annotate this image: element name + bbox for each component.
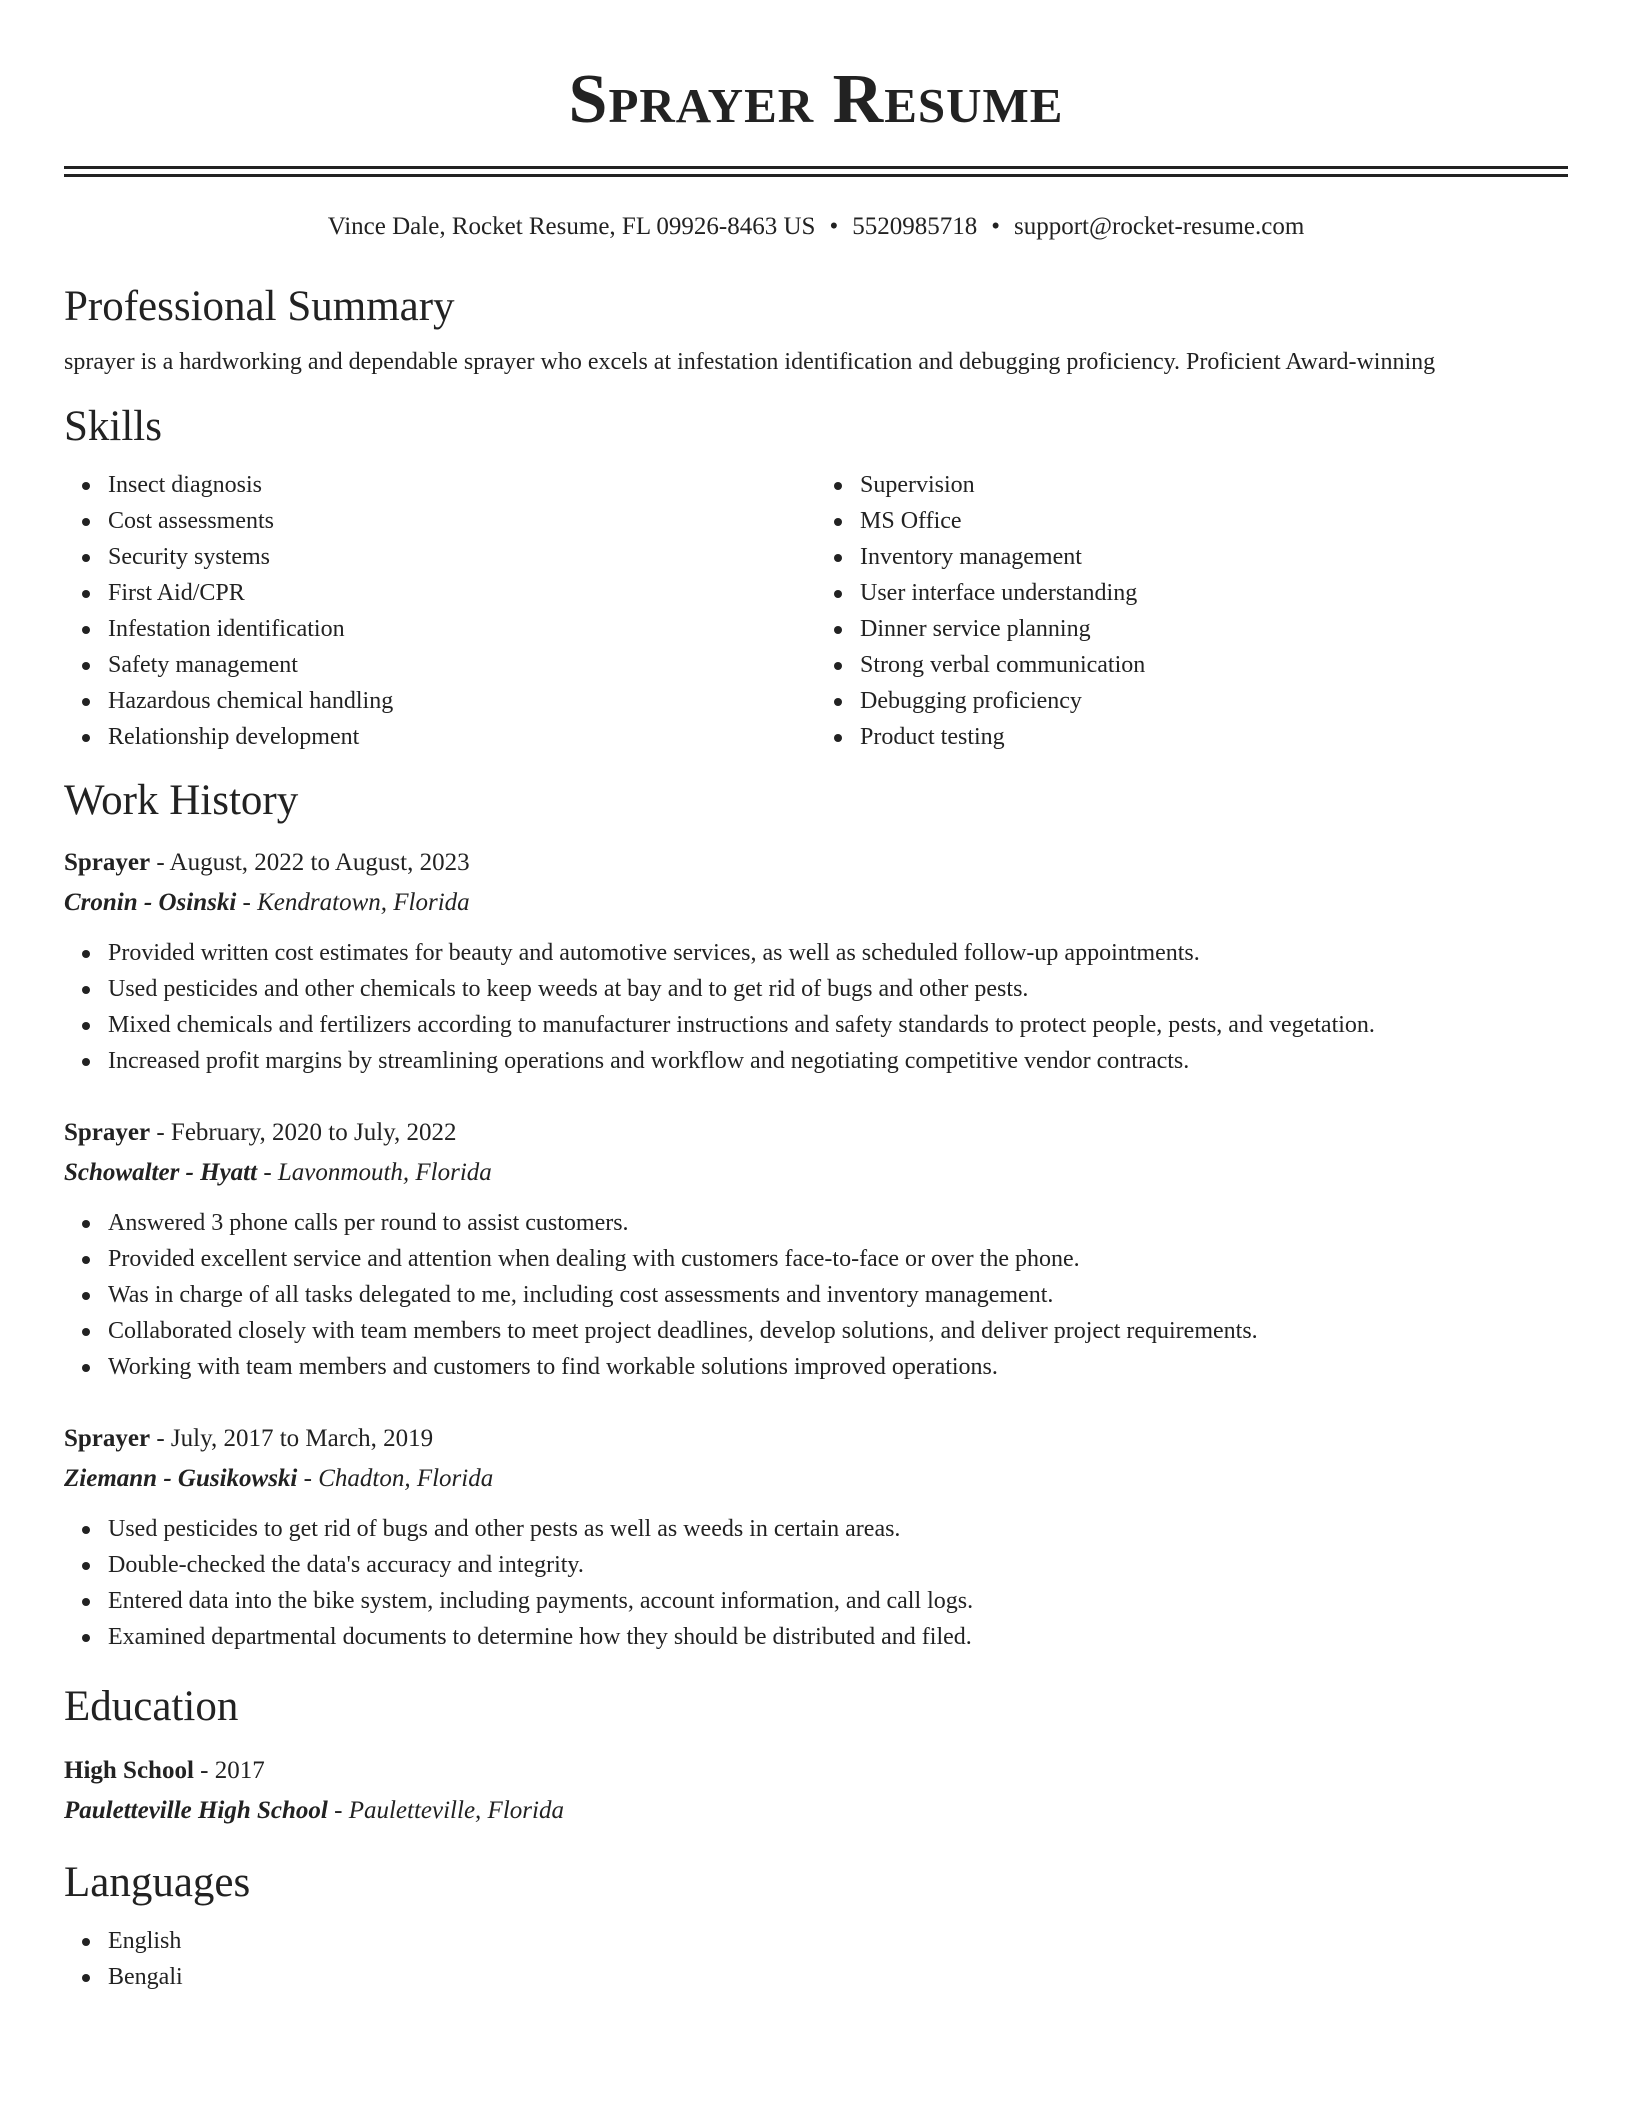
job-location: - Chadton, Florida: [297, 1465, 494, 1492]
skill-item: Security systems: [108, 539, 816, 575]
job-dates: - August, 2022 to August, 2023: [150, 849, 470, 876]
skill-item: Relationship development: [108, 719, 816, 755]
skills-left-list: [64, 467, 816, 755]
summary-heading: Professional Summary: [64, 283, 455, 330]
education-heading: Education: [64, 1683, 239, 1730]
job-bullets: [64, 935, 1568, 1079]
job-bullets: [64, 1511, 1568, 1655]
job-entry: [64, 843, 1568, 1079]
education-location: - Pauletteville, Florida: [327, 1797, 564, 1824]
skill-item: Debugging proficiency: [860, 683, 1568, 719]
job-bullet: Increased profit margins by streamlining operations and workflow and negotiating competitive vendor contracts.: [108, 1043, 1568, 1079]
skills-heading: Skills: [64, 403, 162, 450]
skill-item: Strong verbal communication: [860, 647, 1568, 683]
job-title-line: [64, 843, 1568, 883]
skills-columns: [64, 467, 1568, 755]
contact-address: Vince Dale, Rocket Resume, FL 09926-8463 US: [327, 213, 816, 240]
language-item: Bengali: [108, 1959, 1568, 1995]
job-company: Cronin - Osinski: [64, 889, 237, 916]
job-bullet: Working with team members and customers to find workable solutions improved operations.: [108, 1349, 1568, 1385]
education-entry: [64, 1751, 1568, 1831]
job-bullet: Mixed chemicals and fertilizers according to manufacturer instructions and safety standards to protect people, pests, and vegetation.: [108, 1007, 1568, 1043]
skill-item: First Aid/CPR: [108, 575, 816, 611]
job-bullet: Double-checked the data's accuracy and integrity.: [108, 1547, 1568, 1583]
language-item: English: [108, 1923, 1568, 1959]
job-title: Sprayer: [64, 849, 151, 876]
job-bullet: Provided written cost estimates for beauty and automotive services, as well as scheduled follow-up appointments.: [108, 935, 1568, 971]
skill-item: Supervision: [860, 467, 1568, 503]
languages-heading: Languages: [64, 1859, 251, 1906]
job-location: - Lavonmouth, Florida: [257, 1159, 492, 1186]
job-bullet: Examined departmental documents to determine how they should be distributed and filed.: [108, 1619, 1568, 1655]
job-bullet: Used pesticides to get rid of bugs and other pests as well as weeds in certain areas.: [108, 1511, 1568, 1547]
job-bullet: Was in charge of all tasks delegated to me, including cost assessments and inventory management.: [108, 1277, 1568, 1313]
job-company: Schowalter - Hyatt: [64, 1159, 258, 1186]
job-dates: - July, 2017 to March, 2019: [150, 1425, 434, 1452]
skill-item: Inventory management: [860, 539, 1568, 575]
resume-title: Sprayer Resume: [568, 61, 1064, 138]
job-title: Sprayer: [64, 1425, 151, 1452]
skill-item: User interface understanding: [860, 575, 1568, 611]
job-location: - Kendratown, Florida: [236, 889, 470, 916]
job-dates: - February, 2020 to July, 2022: [150, 1119, 457, 1146]
job-bullet: Used pesticides and other chemicals to keep weeds at bay and to get rid of bugs and other pests.: [108, 971, 1568, 1007]
skill-item: Safety management: [108, 647, 816, 683]
contact-email: support@rocket-resume.com: [1014, 213, 1305, 240]
languages-list: [64, 1923, 1568, 1995]
contact-separator: •: [991, 213, 1000, 240]
education-degree-line: [64, 1751, 1568, 1791]
job-title: Sprayer: [64, 1119, 151, 1146]
job-bullets: [64, 1205, 1568, 1385]
skill-item: Product testing: [860, 719, 1568, 755]
job-bullet: Provided excellent service and attention when dealing with customers face-to-face or over the phone.: [108, 1241, 1568, 1277]
skill-item: Infestation identification: [108, 611, 816, 647]
job-entry: [64, 1113, 1568, 1385]
contact-separator: •: [829, 213, 839, 240]
summary-text: sprayer is a hardworking and dependable sprayer who excels at infestation identification and debugging proficiency. Proficient Award-winning: [64, 349, 1436, 375]
job-company: Ziemann - Gusikowski: [64, 1465, 298, 1492]
job-company-line: [64, 1459, 1568, 1499]
skill-item: Insect diagnosis: [108, 467, 816, 503]
job-company-line: [64, 1153, 1568, 1193]
contact-line: [64, 211, 1568, 243]
skill-item: Hazardous chemical handling: [108, 683, 816, 719]
skill-item: Cost assessments: [108, 503, 816, 539]
skill-item: Dinner service planning: [860, 611, 1568, 647]
job-entry: [64, 1419, 1568, 1655]
education-school-line: [64, 1791, 1568, 1831]
education-year: - 2017: [193, 1757, 265, 1784]
skill-item: MS Office: [860, 503, 1568, 539]
job-bullet: Collaborated closely with team members to meet project deadlines, develop solutions, and deliver project requirements.: [108, 1313, 1568, 1349]
job-title-line: [64, 1113, 1568, 1153]
job-company-line: [64, 883, 1568, 923]
job-title-line: [64, 1419, 1568, 1459]
contact-phone: 5520985718: [852, 213, 978, 240]
work-history-heading: Work History: [64, 777, 299, 824]
education-school: Pauletteville High School: [64, 1797, 328, 1824]
education-degree: High School: [64, 1757, 194, 1784]
job-bullet: Answered 3 phone calls per round to assist customers.: [108, 1205, 1568, 1241]
title-double-rule: [64, 166, 1568, 177]
skills-right-list: [816, 467, 1568, 755]
job-bullet: Entered data into the bike system, including payments, account information, and call logs.: [108, 1583, 1568, 1619]
